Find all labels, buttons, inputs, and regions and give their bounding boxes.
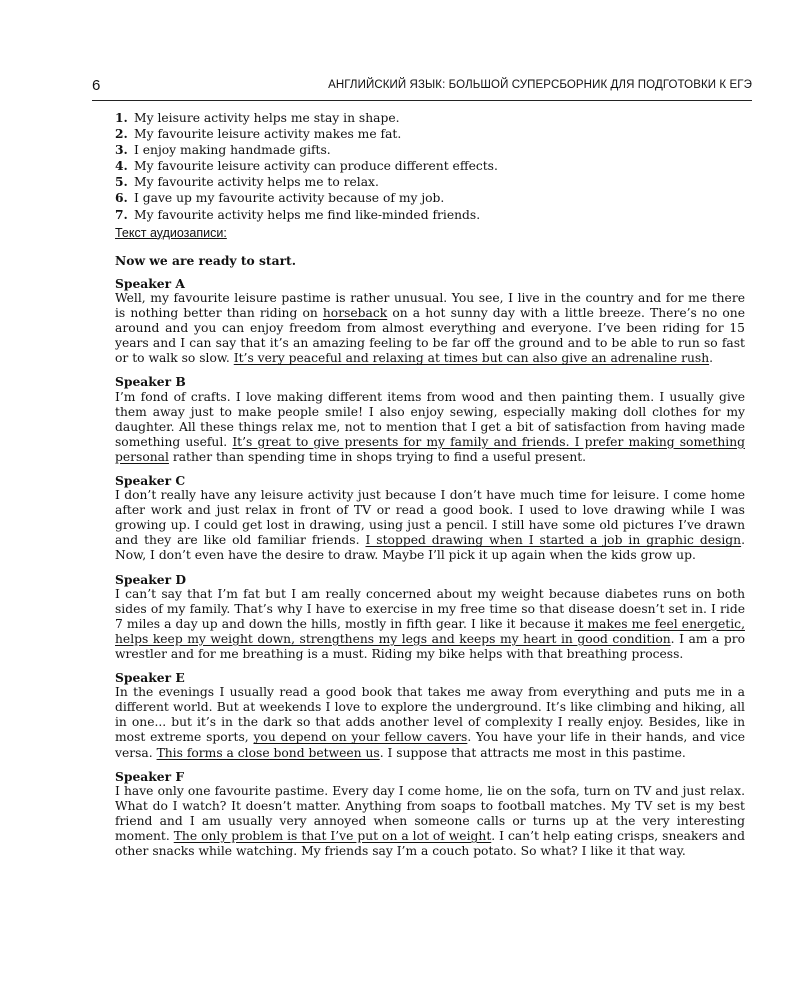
statement-item	[115, 207, 745, 223]
paragraph-text: . You have your life in their hands, and vice versa.	[115, 730, 745, 760]
statement-text: I enjoy making handmade gifts.	[134, 143, 331, 158]
running-title: АНГЛИЙСКИЙ ЯЗЫК: БОЛЬШОЙ СУПЕРСБОРНИК ДЛЯ ПОДГОТОВКИ К ЕГЭ	[328, 79, 752, 91]
statement-item	[115, 158, 745, 174]
paragraph-text: I can’t say that I’m fat but I am really concerned about my weight because diabetes runs on both sides of my family. That’s why I have to exercise in my free time so that disease doesn’t set in. I ride 7 miles a day up and down the hills, mostly in fifth gear. I like it because	[115, 586, 745, 631]
statement-list	[115, 110, 745, 223]
statement-item	[115, 110, 745, 126]
statement-number: 1.	[115, 110, 128, 125]
underlined-phrase: It’s very peaceful and relaxing at times but can also give an adrenaline rush	[233, 351, 710, 366]
paragraph-text: . I can’t help eating crisps, sneakers and other snacks while watching. My friends say I’m a couch potato. So what? I like it that way.	[115, 829, 745, 859]
statement-text: I gave up my favourite activity because of my job.	[134, 191, 445, 206]
statement-item	[115, 190, 745, 206]
intro-line: Now we are ready to start.	[115, 252, 297, 268]
speaker-heading: Speaker E	[115, 670, 185, 686]
speaker-heading: Speaker D	[115, 571, 187, 587]
speaker-paragraph	[115, 784, 745, 859]
paragraph-text: . Now, I don’t even have the desire to draw. Maybe I’ll pick it up again when the kids grow up.	[115, 533, 745, 563]
statement-text: My leisure activity helps me stay in shape.	[134, 111, 400, 125]
underlined-phrase: horseback	[322, 306, 388, 321]
page-content	[115, 110, 745, 859]
statement-item	[115, 126, 745, 142]
page-number: 6	[92, 77, 101, 94]
statement-number: 6.	[115, 190, 128, 206]
paragraph-text: Well, my favourite leisure pastime is rather unusual. You see, I live in the country and for me there is nothing better than riding on	[115, 290, 745, 321]
underlined-phrase: This forms a close bond between us	[156, 745, 380, 760]
statement-number: 2.	[115, 126, 128, 142]
paragraph-text: . I am a pro wrestler and for me breathing is a must. Riding my bike helps with that breathing process.	[115, 631, 745, 661]
paragraph-text: .	[709, 351, 714, 366]
speaker-heading: Speaker B	[115, 374, 186, 390]
speaker-paragraph	[115, 587, 745, 662]
statement-number: 7.	[115, 206, 128, 222]
statement-number: 5.	[115, 174, 128, 190]
underlined-phrase: The only problem is that I’ve put on a lot of weight	[173, 829, 492, 844]
statement-number: 4.	[115, 158, 128, 174]
statement-text: My favourite activity helps me to relax.	[134, 175, 379, 190]
paragraph-text: rather than spending time in shops trying to find a useful present.	[168, 449, 587, 464]
paragraph-text: on a hot sunny day with a little breeze. There’s no one around and you can enjoy freedom from almost everything and everyone. I’ve been riding for 15 years and I can say that it’s an amazing feeling to be far off the ground and to be able to run so fast or to walk so slow.	[115, 306, 745, 366]
page-header	[92, 70, 752, 101]
paragraph-text: I’m fond of crafts. I love making different items from wood and then painting them. I usually give them away just to make people smile! I also enjoy sewing, especially making doll clothes for my daughter. All these things relax me, not to mention that I get a bit of satisfaction from having made something useful.	[115, 389, 745, 449]
speaker-heading: Speaker A	[115, 275, 185, 291]
speaker-paragraph	[115, 685, 745, 760]
underlined-phrase: I stopped drawing when I started a job in graphic design	[365, 533, 742, 548]
underlined-phrase: you depend on your fellow cavers	[253, 730, 468, 745]
statement-number: 3.	[115, 142, 128, 158]
speaker-paragraph	[115, 488, 745, 563]
speaker-paragraph	[115, 291, 745, 366]
paragraph-text: In the evenings I usually read a good book that takes me away from everything and puts me in a different world. But at weekends I love to explore the underground. It’s like climbing and hiking, all in one... but it’s in the dark so that adds another level of complexity I really enjoy. Besides, like in most extreme sports,	[115, 685, 745, 745]
speaker-heading: Speaker F	[115, 768, 185, 784]
paragraph-text: I don’t really have any leisure activity just because I don’t have much time for leisure. I come home after work and just relax in front of TV or read a good book. I used to love drawing while I was growing up. I could get lost in drawing, using just a pencil. I still have some old pictures I’ve drawn and they are like old familiar friends.	[115, 488, 745, 548]
speaker-sections	[115, 276, 745, 859]
underlined-phrase: It’s great to give presents for my family and friends. I prefer making something personal	[115, 434, 745, 464]
paragraph-text: I have only one favourite pastime. Every day I come home, lie on the sofa, turn on TV and just relax. What do I watch? It doesn’t matter. Anything from soaps to football matches. My TV set is my best friend and I am usually very annoyed when someone calls or turns up at the very interesting moment.	[115, 783, 745, 844]
underlined-phrase: it makes me feel energetic, helps keep my weight down, strengthens my legs and keeps my heart in good condition	[115, 616, 745, 646]
statement-text: My favourite activity helps me find like-minded friends.	[134, 207, 481, 222]
statement-text: My favourite leisure activity can produce different effects.	[134, 159, 498, 174]
transcript-label: Текст аудиозаписи:	[115, 225, 227, 240]
statement-item	[115, 142, 745, 158]
speaker-heading: Speaker C	[115, 472, 186, 488]
statement-text: My favourite leisure activity makes me fat.	[134, 127, 402, 142]
paragraph-text: . I suppose that attracts me most in this pastime.	[379, 745, 686, 760]
statement-item	[115, 174, 745, 190]
speaker-paragraph	[115, 390, 745, 465]
